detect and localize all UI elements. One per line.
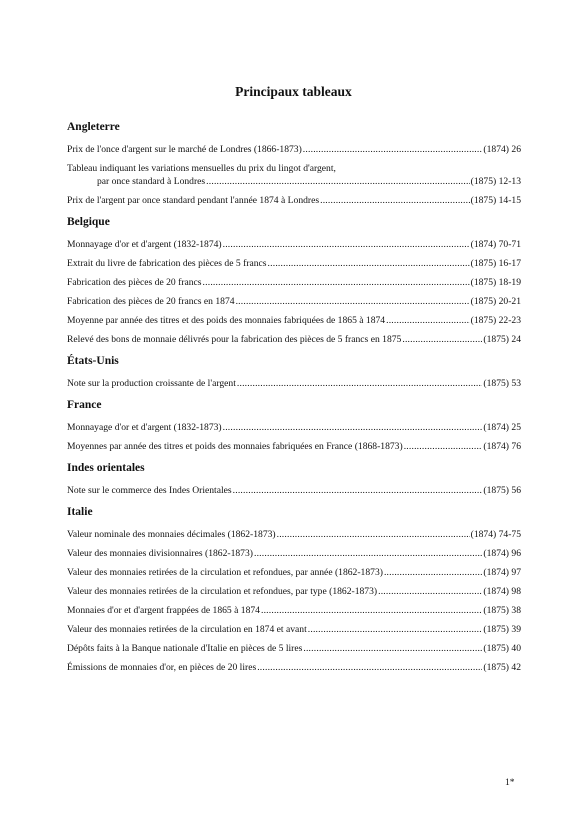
entry-title: Extrait du livre de fabrication des pièces de 5 francs xyxy=(67,258,267,269)
dot-leader xyxy=(254,547,482,560)
section-heading: Italie xyxy=(67,506,93,518)
dot-leader xyxy=(384,566,482,579)
toc-entry xyxy=(67,661,521,674)
entry-line xyxy=(67,333,521,346)
toc-entry xyxy=(67,547,521,560)
entry-reference: (1874) 98 xyxy=(483,586,521,597)
entry-title: par once standard à Londres xyxy=(97,176,206,187)
dot-leader xyxy=(303,143,483,156)
section-heading: Indes orientales xyxy=(67,462,145,474)
toc-entry xyxy=(67,257,521,270)
toc-entry xyxy=(67,484,521,497)
entry-reference: (1874) 76 xyxy=(483,441,521,452)
entry-line xyxy=(67,585,521,598)
entry-line xyxy=(67,143,521,156)
entry-reference: (1874) 96 xyxy=(483,548,521,559)
toc-entry xyxy=(67,314,521,327)
page-number: 1* xyxy=(505,777,515,788)
entry-title: Valeur des monnaies retirées de la circulation et refondues, par année (1862-1873) xyxy=(67,567,383,578)
toc-entry xyxy=(67,566,521,579)
entry-line xyxy=(67,642,521,655)
dot-leader xyxy=(277,528,470,541)
entry-reference: (1875) 53 xyxy=(483,378,521,389)
toc-entry xyxy=(67,604,521,617)
toc-entry xyxy=(67,194,521,207)
dot-leader xyxy=(404,440,483,453)
entry-reference: (1875) 24 xyxy=(483,334,521,345)
toc-entry xyxy=(67,623,521,636)
entry-title: Fabrication des pièces de 20 francs en 1874 xyxy=(67,296,235,307)
entry-line xyxy=(67,257,521,270)
entry-reference: (1874) 26 xyxy=(483,144,521,155)
entry-title: Note sur la production croissante de l'argent xyxy=(67,378,236,389)
entry-line xyxy=(67,421,521,434)
page-title: Principaux tableaux xyxy=(235,84,352,99)
entry-title: Valeur des monnaies retirées de la circulation et refondues, par type (1862-1873) xyxy=(67,586,378,597)
entry-title: Prix de l'once d'argent sur le marché de Londres (1866-1873) xyxy=(67,144,302,155)
toc-entry xyxy=(67,421,521,434)
section xyxy=(67,505,521,674)
entry-title: Note sur le commerce des Indes Orientales xyxy=(67,485,232,496)
entry-reference: (1875) 39 xyxy=(483,624,521,635)
entry-title: Fabrication des pièces de 20 francs xyxy=(67,277,202,288)
entry-reference: (1875) 40 xyxy=(483,643,521,654)
section-heading: France xyxy=(67,399,102,411)
entry-reference: (1874) 97 xyxy=(483,567,521,578)
entry-reference: (1875) 22-23 xyxy=(470,315,521,326)
dot-leader xyxy=(386,314,470,327)
toc-entry xyxy=(67,276,521,289)
toc-entry xyxy=(67,162,521,188)
entry-title: Moyenne par année des titres et des poids des monnaies fabriquées de 1865 à 1874 xyxy=(67,315,386,326)
entry-line xyxy=(67,547,521,560)
entry-reference: (1875) 42 xyxy=(483,662,521,673)
entry-title: Monnayage d'or et d'argent (1832-1873) xyxy=(67,422,222,433)
toc-entry xyxy=(67,333,521,346)
section-heading: Belgique xyxy=(67,216,110,228)
dot-leader xyxy=(320,194,470,207)
entry-line xyxy=(67,566,521,579)
entry-reference: (1875) 18-19 xyxy=(470,277,521,288)
dot-leader xyxy=(233,484,483,497)
entry-reference: (1875) 14-15 xyxy=(470,195,521,206)
dot-leader xyxy=(237,377,483,390)
entry-title: Monnayage d'or et d'argent (1832-1874) xyxy=(67,239,222,250)
toc-entry xyxy=(67,528,521,541)
entry-reference: (1875) 12-13 xyxy=(470,176,521,187)
section xyxy=(67,354,521,390)
toc-entry xyxy=(67,585,521,598)
dot-leader xyxy=(261,604,482,617)
section-heading: Angleterre xyxy=(67,121,120,133)
dot-leader xyxy=(223,238,470,251)
entry-title: Valeur nominale des monnaies décimales (1862-1873) xyxy=(67,529,276,540)
entry-line xyxy=(67,276,521,289)
dot-leader xyxy=(268,257,470,270)
entry-reference: (1874) 25 xyxy=(483,422,521,433)
entry-title: Moyennes par année des titres et poids des monnaies fabriquées en France (1868-1873) xyxy=(67,441,403,452)
entry-line xyxy=(67,484,521,497)
entry-line xyxy=(67,661,521,674)
toc-entry xyxy=(67,143,521,156)
section xyxy=(67,398,521,453)
entry-line xyxy=(67,314,521,327)
entry-line xyxy=(67,440,521,453)
section xyxy=(67,120,521,207)
entry-line xyxy=(67,377,521,390)
toc-entry xyxy=(67,377,521,390)
entry-reference: (1875) 56 xyxy=(483,485,521,496)
entry-line xyxy=(67,528,521,541)
entry-reference: (1874) 74-75 xyxy=(470,529,521,540)
dot-leader xyxy=(402,333,482,346)
entry-title: Prix de l'argent par once standard pendant l'année 1874 à Londres xyxy=(67,195,320,206)
entry-reference: (1875) 20-21 xyxy=(470,296,521,307)
entry-line xyxy=(67,194,521,207)
toc-entry xyxy=(67,238,521,251)
dot-leader xyxy=(308,623,483,636)
dot-leader xyxy=(257,661,482,674)
entry-title: Relevé des bons de monnaie délivrés pour la fabrication des pièces de 5 francs en 1875 xyxy=(67,334,402,345)
entry-reference: (1875) 38 xyxy=(483,605,521,616)
dot-leader xyxy=(223,421,483,434)
dot-leader xyxy=(206,175,469,188)
toc-entry xyxy=(67,642,521,655)
entry-title: Valeur des monnaies divisionnaires (1862-1873) xyxy=(67,548,253,559)
entry-title: Monnaies d'or et d'argent frappées de 1865 à 1874 xyxy=(67,605,260,616)
section xyxy=(67,215,521,346)
toc-entry xyxy=(67,295,521,308)
dot-leader xyxy=(203,276,470,289)
entry-reference: (1874) 70-71 xyxy=(470,239,521,250)
entry-reference: (1875) 16-17 xyxy=(470,258,521,269)
dot-leader xyxy=(303,642,482,655)
section xyxy=(67,461,521,497)
entry-line xyxy=(67,295,521,308)
table-of-contents xyxy=(67,120,521,682)
entry-title-line: Tableau indiquant les variations mensuelles du prix du lingot d'argent, xyxy=(67,163,336,174)
dot-leader xyxy=(236,295,470,308)
entry-line xyxy=(67,238,521,251)
entry-title: Valeur des monnaies retirées de la circulation en 1874 et avant xyxy=(67,624,307,635)
dot-leader xyxy=(378,585,482,598)
entry-line xyxy=(67,604,521,617)
section-heading: États-Unis xyxy=(67,355,119,367)
entry-line xyxy=(67,623,521,636)
toc-entry xyxy=(67,440,521,453)
entry-title: Dépôts faits à la Banque nationale d'Italie en pièces de 5 lires xyxy=(67,643,303,654)
entry-line xyxy=(67,175,521,188)
entry-title: Émissions de monnaies d'or, en pièces de 20 lires xyxy=(67,662,257,673)
